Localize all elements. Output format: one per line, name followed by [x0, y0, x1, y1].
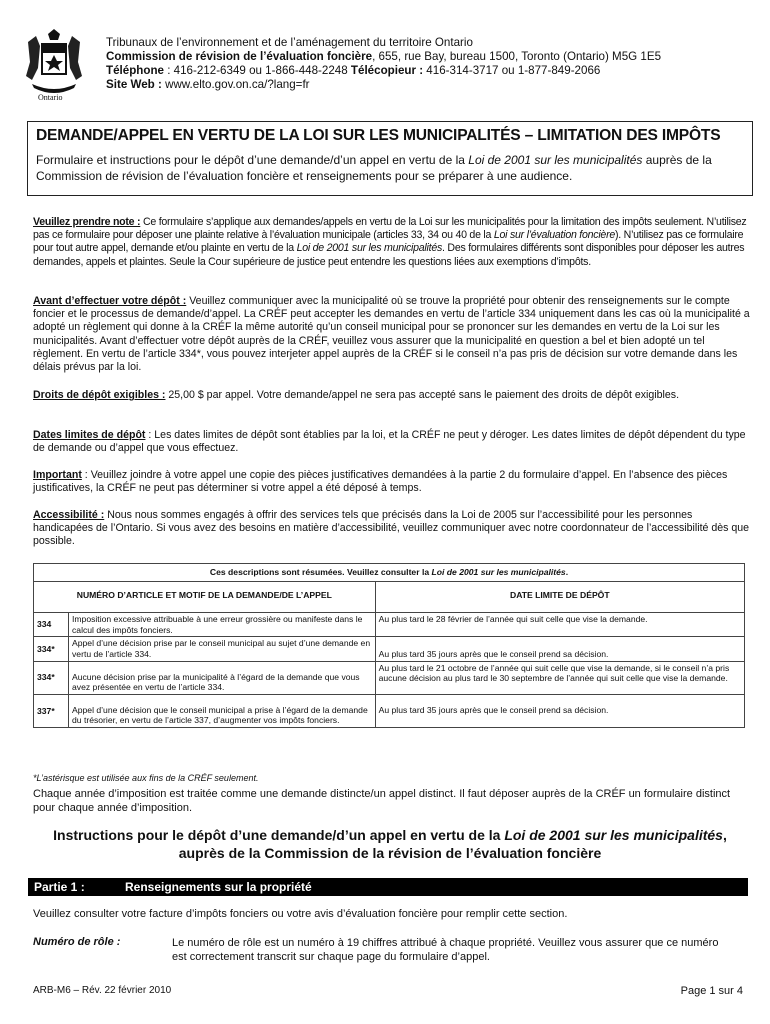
header-address-line [106, 50, 746, 64]
caption-law-name: Loi de 2001 sur les municipalités [431, 567, 566, 577]
note-text-c: . Des formulaires différents sont disponibles pour déposer les autres demandes, appels et plaintes. Seule la Cour supérieure de justice peut entendre les questions liées aux exemptions d’impôts. [33, 242, 745, 268]
instructions-text-b: , auprès de la Commission de la révision de l’évaluation foncière [178, 827, 727, 861]
header-tribunal-name: Tribunaux de l’environnement et de l’aménagement du territoire Ontario [106, 36, 473, 49]
article-deadline: Au plus tard 35 jours après que le conseil prend sa décision. [375, 694, 744, 727]
article-number: 337* [34, 694, 69, 727]
table-caption-row [34, 564, 745, 582]
part1-number: Partie 1 : [34, 880, 85, 894]
header-address: , 655, rue Bay, bureau 1500, Toronto (Ontario) M5G 1E5 [372, 50, 662, 63]
subtitle-text-b: auprès de la Commission de révision de l’évaluation foncière et renseignements pour se préparer à une audience. [36, 153, 712, 183]
subtitle-law-name: Loi de 2001 sur les municipalités [468, 153, 643, 167]
table-row [34, 661, 745, 694]
roll-number-description: Le numéro de rôle est un numéro à 19 chiffres attribué à chaque propriété. Veuillez vous assurer que ce numéro est correctement transcrit sur chaque page du formulaire d’appel. [172, 937, 719, 963]
tax-year-paragraph: Chaque année d’imposition est traitée comme une demande distincte/un appel distinct. Il faut déposer auprès de la CRÉF un formulaire distinct pour chaque année d’imposition. [33, 788, 731, 814]
article-number: 334* [34, 637, 69, 661]
table-row [34, 637, 745, 661]
table-caption [34, 564, 745, 582]
note-text-b: ). N’utilisez pas ce formulaire pour tout autre appel, demande et/ou plainte en vertu de la [33, 229, 744, 255]
title-box [27, 121, 753, 196]
article-deadline: Au plus tard le 21 octobre de l’année qui suit celle que vise la demande, si le conseil n’a pris aucune décision au plus tard le 30 septembre de l’année qui suit celle que vise la demande. [375, 661, 744, 694]
table-row [34, 613, 745, 637]
table-header-row [34, 581, 745, 613]
part1-title: Renseignements sur la propriété [125, 880, 312, 894]
caption-text-a: Ces descriptions sont résumées. Veuillez consulter la [209, 567, 432, 577]
article-motif: Aucune décision prise par la municipalité à l’égard de la demande que vous avez présentée en vertu de l’article 334. [69, 661, 376, 694]
accessibility-label: Accessibilité : [33, 509, 105, 521]
article-motif: Imposition excessive attribuable à une erreur grossière ou manifeste dans le calcul des impôts fonciers. [69, 613, 376, 637]
fax-label: Télécopieur : [350, 64, 424, 77]
before-filing-paragraph [33, 295, 753, 374]
phone-label: Téléphone [106, 64, 164, 77]
deadlines-label: Dates limites de dépôt [33, 429, 146, 441]
important-paragraph [33, 469, 753, 495]
before-filing-label: Avant d’effectuer votre dépôt : [33, 295, 187, 307]
note-text-a: Ce formulaire s’applique aux demandes/appels en vertu de la Loi sur les municipalités pour la limitation des impôts seulement. N’utilisez pas ce formulaire pour déposer une plainte relative à l’évaluation municipale (articles 33, 34 ou 40 de la [33, 216, 747, 242]
article-motif: Appel d’une décision prise par le conseil municipal au sujet d’une demande en vertu de l’article 334. [69, 637, 376, 661]
deadlines-text: : Les dates limites de dépôt sont établies par la loi, et la CRÉF ne peut y déroger. Les dates limites de dépôt dépendent du type de demande ou d’appel que vous effectuez. [33, 429, 746, 455]
fees-text: 25,00 $ par appel. Votre demande/appel ne sera pas accepté sans le paiement des droits de dépôt exigibles. [165, 389, 680, 401]
header-web-line [106, 78, 746, 92]
article-deadline: Au plus tard 35 jours après que le conseil prend sa décision. [375, 637, 744, 661]
web-label: Site Web : [106, 78, 162, 91]
note-law-1: Loi sur l’évaluation foncière [493, 229, 615, 242]
article-deadline: Au plus tard le 28 février de l’année qui suit celle que vise la demande. [375, 613, 744, 637]
header-phone-line [106, 64, 746, 78]
important-text: : Veuillez joindre à votre appel une copie des pièces justificatives demandées à la partie 2 du formulaire d’appel. En l’absence des pièces justificatives, la CRÉF ne peut pas déterminer si votre appel a été déposé à temps. [33, 469, 728, 495]
caption-text-b: . [565, 567, 569, 577]
part1-header-bar [28, 878, 748, 896]
note-label: Veuillez prendre note : [33, 216, 141, 228]
note-law-2: Loi de 2001 sur les municipalités [296, 242, 443, 255]
column-header-article: NUMÉRO D’ARTICLE ET MOTIF DE LA DEMANDE/DE L’APPEL [34, 581, 376, 613]
important-label: Important [33, 469, 82, 481]
header-org-name: Commission de révision de l’évaluation foncière [106, 50, 373, 63]
accessibility-paragraph [33, 509, 753, 549]
fees-paragraph [33, 389, 753, 402]
subtitle-text-a: Formulaire et instructions pour le dépôt d’une demande/d’un appel en vertu de la [36, 153, 469, 167]
ontario-coat-of-arms-icon [22, 28, 86, 100]
web-url[interactable]: www.elto.gov.on.ca/?lang=fr [161, 78, 310, 91]
accessibility-text: Nous nous sommes engagés à offrir des services tels que précisés dans la Loi de 2005 sur l’accessibilité pour les personnes handicapées de l’Ontario. Si vous avez des besoins en matière d’accessibilité, veuillez communiquer avec notre coordonnateur de l’accessibilité dès que possible. [33, 509, 750, 548]
asterisk-footnote: *L’astérisque est utilisée aux fins de la CRÉF seulement. [33, 773, 259, 783]
title-subtitle [36, 152, 744, 184]
before-filing-text: Veuillez communiquer avec la municipalité où se trouve la propriété pour obtenir des renseignements sur le compte foncier et le processus de demande/d’appel. La CRÉF peut accepter les demandes en vertu de l’article 334 uniquement dans les cas où la municipalité a adopté un règlement qui donne à la CRÉF la même autorité qu’un conseil municipal pour se prononcer sur les demandes en vertu de la Loi sur les municipalités. Avant d’effectuer votre dépôt auprès de la CRÉF, veuillez vous assurer que la municipalité en question a bel et bien adopté un tel règlement. En vertu de l’article 334*, vous pouvez interjeter appel auprès de la CRÉF si le conseil n’a pas pris de décision sur votre demande dans les délais prévus par la loi. [33, 295, 750, 374]
instructions-heading [30, 826, 750, 862]
part1-consult-text: Veuillez consulter votre facture d’impôts fonciers ou votre avis d’évaluation foncière pour remplir cette section. [33, 908, 568, 920]
form-revision: ARB-M6 – Rév. 22 février 2010 [33, 985, 172, 996]
logo-wordmark: Ontario [38, 93, 63, 102]
deadlines-paragraph [33, 429, 753, 455]
page-number: Page 1 sur 4 [680, 985, 743, 997]
fees-label: Droits de dépôt exigibles : [33, 389, 166, 401]
note-paragraph [33, 216, 753, 269]
page-title: DEMANDE/APPEL EN VERTU DE LA LOI SUR LES MUNICIPALITÉS – LIMITATION DES IMPÔTS [36, 127, 721, 144]
table-row [34, 694, 745, 727]
article-number: 334 [34, 613, 69, 637]
instructions-text-a: Instructions pour le dépôt d’une demande/d’un appel en vertu de la [53, 827, 505, 843]
column-header-deadline: DATE LIMITE DE DÉPÔT [375, 581, 744, 613]
tribunal-header [106, 36, 746, 92]
phone-value: : 416-212-6349 ou 1-866-448-2248 [163, 64, 351, 77]
article-motif: Appel d’une décision que le conseil municipal a prise à l’égard de la demande du trésorier, en vertu de l’article 337, d’augmenter vos impôts fonciers. [69, 694, 376, 727]
roll-number-label: Numéro de rôle : [33, 936, 121, 948]
instructions-law-name: Loi de 2001 sur les municipalités [504, 827, 723, 843]
deadline-table [33, 563, 745, 728]
fax-value: 416-314-3717 ou 1-877-849-2066 [423, 64, 601, 77]
article-number: 334* [34, 661, 69, 694]
